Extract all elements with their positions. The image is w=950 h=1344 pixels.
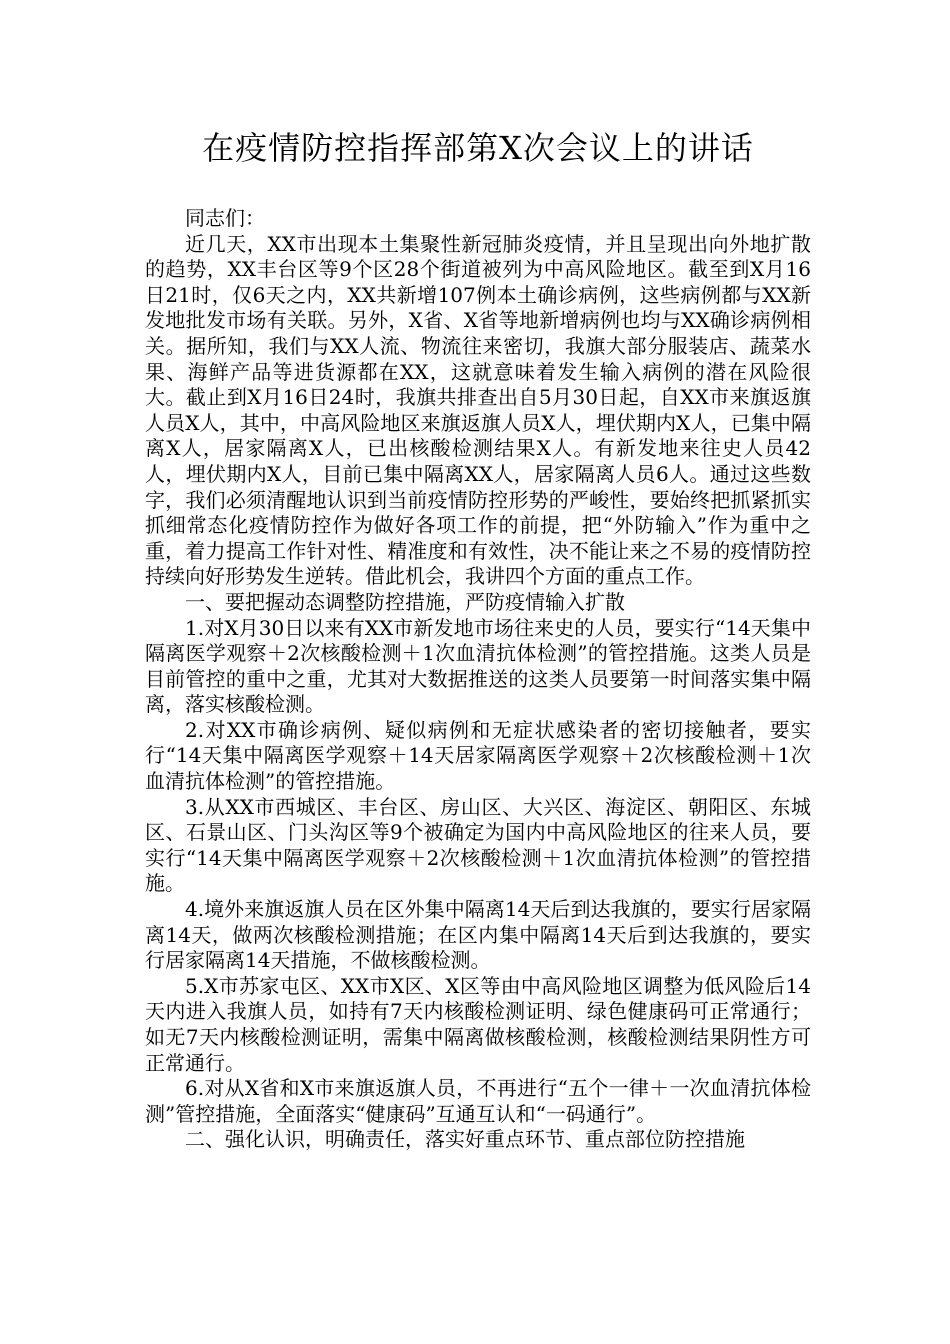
salutation: 同志们：	[185, 206, 265, 230]
section-heading-2: 二、强化认识，明确责任，落实好重点环节、重点部位防控措施	[185, 1127, 745, 1152]
paragraph-item-1: 1.对X月30日以来有XX市新发地市场往来史的人员，要实行“14天集中隔离医学观察＋2次核酸检测＋1次血清抗体检测”的管控措施。这类人员是目前管控的重中之重，尤其对大数据推送的这类人员要第一时间落实集中隔离，落实核酸检测。	[145, 615, 811, 717]
paragraph-item-3: 3.从XX市西城区、丰台区、房山区、大兴区、海淀区、朝阳区、东城区、石景山区、门头沟区等9个被确定为国内中高风险地区的往来人员，要实行“14天集中隔离医学观察＋2次核酸检测＋1次血清抗体检测”的管控措施。	[145, 794, 811, 896]
paragraph-item-4: 4.境外来旗返旗人员在区外集中隔离14天后到达我旗的，要实行居家隔离14天，做两次核酸检测措施；在区内集中隔离14天后到达我旗的，要实行居家隔离14天措施，不做核酸检测。	[145, 897, 811, 973]
paragraph-item-2: 2.对XX市确诊病例、疑似病例和无症状感染者的密切接触者，要实行“14天集中隔离医学观察＋14天居家隔离医学观察＋2次核酸检测＋1次血清抗体检测”的管控措施。	[145, 717, 811, 794]
document-title: 在疫情防控指挥部第X次会议上的讲话	[202, 129, 754, 167]
document-page	[145, 128, 811, 1153]
paragraph-intro: 近几天，XX市出现本土集聚性新冠肺炎疫情，并且呈现出向外地扩散的趋势，XX丰台区等9个区28个街道被列为中高风险地区。截至到X月16日21时，仅6天之内，XX共新增107例本土确诊病例，这些病例都与XX新发地批发市场有关联。另外，X省、X省等地新增病例也均与XX确诊病例相关。据所知，我们与XX人流、物流往来密切，我旗大部分服装店、蔬菜水果、海鲜产品等进货源都在XX，这就意味着发生输入病例的潜在风险很大。截止到X月16日24时，我旗共排查出自5月30日起，自XX市来旗返旗人员X人，其中，中高风险地区来旗返旗人员X人，埋伏期内X人，已集中隔离X人，居家隔离X人，已出核酸检测结果X人。有新发地来往史人员42人，埋伏期内X人，目前已集中隔离XX人，居家隔离人员6人。通过这些数字，我们必须清醒地认识到当前疫情防控形势的严峻性，要始终把抓紧抓实抓细常态化疫情防控作为做好各项工作的前提，把“外防输入”作为重中之重，着力提高工作针对性、精准度和有效性，决不能让来之不易的疫情防控持续向好形势发生逆转。借此机会，我讲四个方面的重点工作。	[145, 231, 811, 589]
paragraph-item-6: 6.对从X省和X市来旗返旗人员，不再进行“五个一律＋一次血清抗体检测”管控措施，全面落实“健康码”互通互认和“一码通行”。	[145, 1076, 811, 1126]
section-heading-1: 一、要把握动态调整防控措施，严防疫情输入扩散	[185, 589, 625, 614]
paragraph-item-5: 5.X市苏家屯区、XX市X区、X区等由中高风险地区调整为低风险后14天内进入我旗人员，如持有7天内核酸检测证明、绿色健康码可正常通行；如无7天内核酸检测证明，需集中隔离做核酸检测，核酸检测结果阴性方可正常通行。	[145, 973, 811, 1075]
